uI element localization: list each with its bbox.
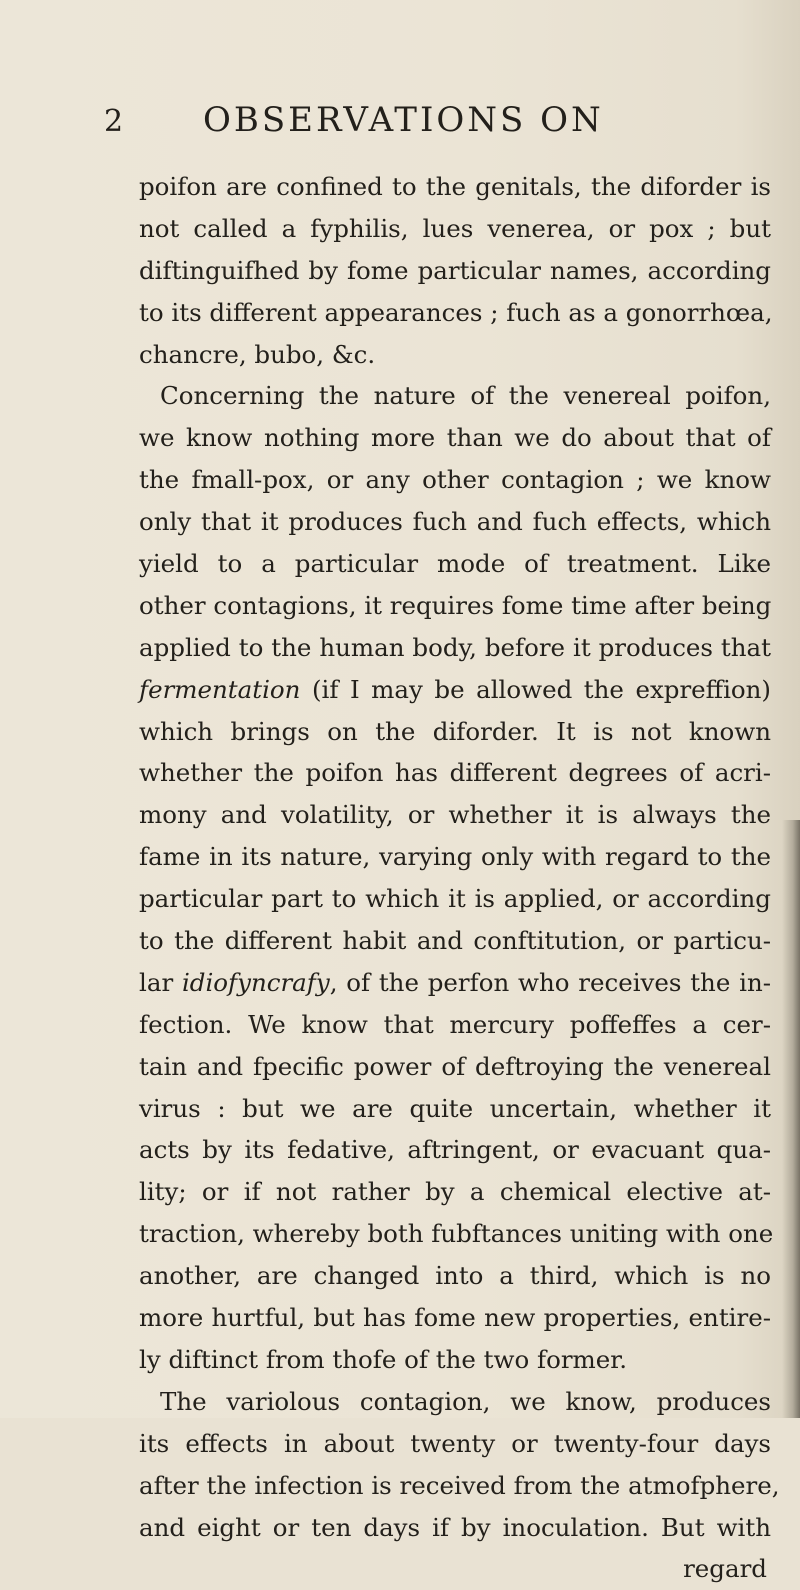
text-line: other contagions, it requires fome time after being bbox=[139, 590, 772, 620]
text-line: particular part to which it is applied, or according bbox=[139, 884, 771, 914]
text-line: another, are changed into a third, which is no bbox=[139, 1261, 771, 1291]
text-fragment: , of the perfon who receives the in- bbox=[329, 967, 771, 997]
body-text bbox=[139, 166, 780, 1590]
text-line: The variolous contagion, we know, produces bbox=[160, 1386, 771, 1416]
page-edge-shadow bbox=[782, 820, 800, 1418]
text-line bbox=[139, 962, 771, 1004]
text-line: diftinguifhed by fome particular names, according bbox=[139, 255, 771, 285]
italic-term: fermentation bbox=[139, 674, 301, 704]
text-line: applied to the human body, before it produces that bbox=[139, 632, 771, 662]
text-line: ly diftinct from thofe of the two former. bbox=[139, 1344, 628, 1374]
text-line: tain and fpecific power of deftroying the venereal bbox=[139, 1051, 771, 1081]
text-line: to its different appearances ; fuch as a gonorrhœa, bbox=[139, 297, 773, 327]
text-line: fame in its nature, varying only with regard to the bbox=[139, 842, 771, 872]
text-line: we know nothing more than we do about that of bbox=[139, 423, 771, 453]
text-line: only that it produces fuch and fuch effects, which bbox=[139, 507, 771, 537]
text-line: acts by its fedative, aftringent, or evacuant qua- bbox=[139, 1135, 771, 1165]
text-line: poifon are confined to the genitals, the diforder is bbox=[139, 172, 771, 201]
text-line: more hurtful, but has fome new properties, entire- bbox=[139, 1303, 771, 1333]
text-line: and eight or ten days if by inoculation. But with bbox=[139, 1512, 771, 1542]
running-head: OBSERVATIONS ON bbox=[203, 100, 604, 140]
text-line: mony and volatility, or whether it is always the bbox=[139, 800, 771, 830]
text-line: yield to a particular mode of treatment. Like bbox=[139, 549, 771, 579]
text-line: to the different habit and conftitution, or particu- bbox=[139, 926, 771, 956]
text-line: virus : but we are quite uncertain, whether it bbox=[139, 1093, 771, 1123]
text-line bbox=[139, 669, 771, 711]
text-line: which brings on the diforder. It is not known bbox=[139, 716, 771, 746]
text-line: Concerning the nature of the venereal poifon, bbox=[160, 381, 771, 411]
text-line: after the infection is received from the atmofphere, bbox=[139, 1470, 780, 1500]
text-line: lity; or if not rather by a chemical elective at- bbox=[139, 1177, 771, 1207]
page-number: 2 bbox=[104, 104, 124, 139]
text-line: traction, whereby both fubftances uniting with one bbox=[139, 1219, 774, 1249]
text-line: the fmall-pox, or any other contagion ; we know bbox=[139, 465, 771, 495]
text-line: fection. We know that mercury poffeffes a cer- bbox=[139, 1009, 771, 1039]
text-line: whether the poifon has different degrees of acri- bbox=[139, 758, 771, 788]
text-fragment: lar bbox=[139, 967, 182, 997]
italic-term: idiofyncrafy bbox=[181, 967, 330, 997]
text-fragment: (if I may be allowed the expreffion) bbox=[300, 674, 771, 704]
page-header bbox=[0, 100, 800, 144]
text-line: chancre, bubo, &c. bbox=[139, 339, 376, 369]
catchword: regard bbox=[683, 1554, 767, 1584]
text-line: its effects in about twenty or twenty-four days bbox=[139, 1428, 771, 1458]
text-line: not called a fyphilis, lues venerea, or pox ; but bbox=[139, 213, 771, 243]
